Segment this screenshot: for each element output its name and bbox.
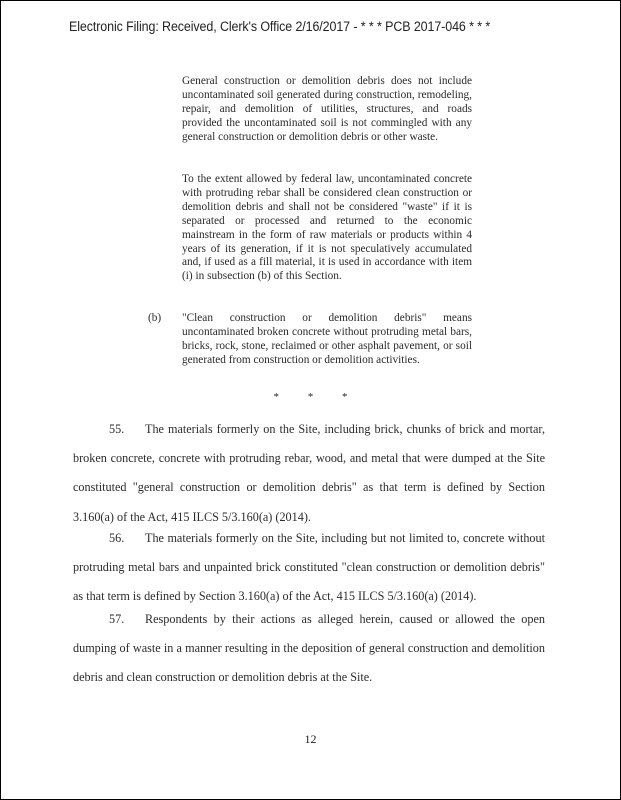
paragraph-number: 55.: [109, 422, 125, 436]
ellipsis-stars: * * *: [273, 391, 348, 403]
numbered-paragraph: [73, 415, 545, 532]
subsection-label: (b): [148, 312, 162, 324]
paragraph-text: The materials formerly on the Site, including but not limited to, concrete without protruding metal bars and unpainted brick constituted "clean construction or demolition debris" as that term is defined by Section 3.160(a) of the Act, 415 ILCS 5/3.160(a) (2014).: [73, 531, 545, 604]
paragraph-number: 56.: [109, 531, 125, 545]
numbered-paragraph: [73, 605, 545, 693]
page-number: 12: [304, 732, 317, 746]
quoted-statute-paragraph: To the extent allowed by federal law, uncontaminated concrete with protruding rebar shall be considered clean construction or demolition debris and shall not be considered "waste" if it is separated or processed and returned to the economic mainstream in the form of raw materials or products within 4 years of its generation, if it is not speculatively accumulated and, if used as a fill material, it is used in accordance with item (i) in subsection (b) of this Section.: [182, 173, 472, 283]
paragraph-text: Respondents by their actions as alleged herein, caused or allowed the open dumping of waste in a manner resulting in the deposition of general construction and demolition debris and clean construction or demolition debris at the Site.: [73, 612, 545, 685]
filing-stamp-header: Electronic Filing: Received, Clerk's Office 2/16/2017 - * * * PCB 2017-046 * * *: [69, 19, 491, 34]
paragraph-text: The materials formerly on the Site, including brick, chunks of brick and mortar, broken concrete, concrete with protruding rebar, wood, and metal that were dumped at the Site constituted "general construction or demolition debris" as that term is defined by Section 3.160(a) of the Act, 415 ILCS 5/3.160(a) (2014).: [73, 422, 545, 524]
numbered-paragraph: [73, 524, 545, 612]
paragraph-number: 57.: [109, 612, 125, 626]
quoted-statute-paragraph: General construction or demolition debris does not include uncontaminated soil generated during construction, remodeling, repair, and demolition of utilities, structures, and roads provided the uncontaminated soil is not commingled with any general construction or demolition debris or other waste.: [182, 75, 472, 143]
quoted-statute-definition: "Clean construction or demolition debris" means uncontaminated broken concrete without protruding metal bars, bricks, rock, stone, reclaimed or other asphalt pavement, or soil generated from construction or demolition activities.: [182, 312, 472, 366]
